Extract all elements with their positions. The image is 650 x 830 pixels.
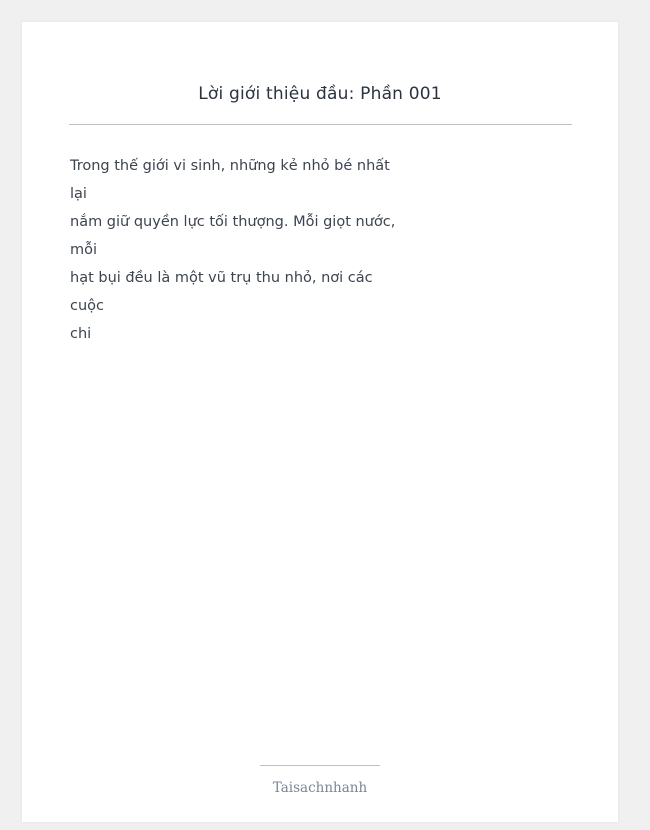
body-line: mỗi <box>70 242 98 258</box>
footer-label: Taisachnhanh <box>272 780 368 796</box>
body-line: nắm giữ quyền lực tối thượng. Mỗi giọt nước, <box>70 214 396 230</box>
body-line: Trong thế giới vi sinh, những kẻ nhỏ bé nhất <box>70 158 390 174</box>
footer-divider <box>260 765 380 766</box>
body-line: lại <box>70 186 87 202</box>
body-line: cuộc <box>70 298 105 314</box>
page-title: Lời giới thiệu đầu: Phần 001 <box>198 84 442 104</box>
document-body <box>22 125 618 348</box>
page-footer <box>22 765 618 796</box>
body-line: hạt bụi đều là một vũ trụ thu nhỏ, nơi các <box>70 270 373 286</box>
body-line: chi <box>70 326 92 342</box>
document-page <box>22 22 618 822</box>
